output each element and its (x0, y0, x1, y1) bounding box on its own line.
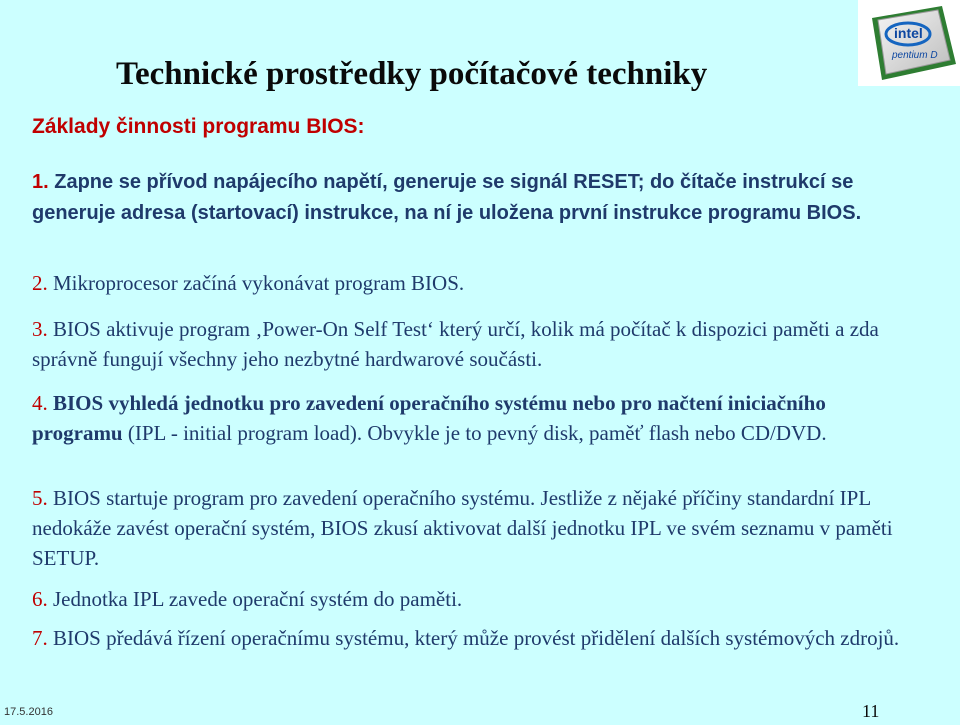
list-item-7 (32, 623, 912, 653)
item-text: Zapne se přívod napájecího napětí, generuje se signál RESET; do čítače instrukcí se generuje adresa (startovací) instrukce, na ní je uložena první instrukce programu BIOS. (32, 171, 862, 224)
item-number: 2. (32, 271, 48, 295)
item-text: BIOS startuje program pro zavedení operačního systému. Jestliže z nějaké příčiny standardní IPL nedokáže zavést operační systém, BIOS zkusí aktivovat další jednotku IPL ve svém seznamu v paměti SETUP. (32, 486, 893, 570)
slide-title: Technické prostředky počítačové techniky (116, 56, 708, 92)
list-item-5 (32, 483, 912, 573)
item-number: 4. (32, 391, 48, 415)
list-item-2 (32, 268, 912, 298)
slide-subtitle: Základy činnosti programu BIOS: (32, 115, 365, 138)
item-text: BIOS aktivuje program ‚Power-On Self Test‘ který určí, kolik má počítač k dispozici paměti a zda správně fungují všechny jeho nezbytné hardwarové součásti. (32, 317, 879, 371)
list-item-3 (32, 314, 912, 374)
logo-image (858, 0, 960, 86)
item-number: 6. (32, 587, 48, 611)
item-text: Jednotka IPL zavede operační systém do paměti. (47, 587, 463, 611)
item-text: (IPL - initial program load). Obvykle je to pevný disk, paměť flash nebo CD/DVD. (122, 421, 827, 445)
item-text: Mikroprocesor začíná vykonávat program BIOS. (47, 271, 465, 295)
item-text: BIOS předává řízení operačnímu systému, který může provést přidělení dalších systémových zdrojů. (47, 626, 900, 650)
list-item-6 (32, 584, 912, 614)
item-number: 5. (32, 486, 48, 510)
item-number: 3. (32, 317, 48, 341)
footer-date: 17.5.2016 (4, 706, 53, 718)
item-number: 7. (32, 626, 48, 650)
list-item-4 (32, 388, 912, 448)
intel-pentium-d-chip-icon (858, 0, 960, 86)
page-number: 11 (862, 701, 880, 721)
svg-text:pentium D: pentium D (892, 50, 938, 61)
item-number: 1. (32, 171, 49, 193)
svg-text:intel: intel (894, 25, 923, 41)
item-bold-text: BIOS vyhledá jednotku pro zavedení operačního systému nebo pro načtení iniciačního programu (32, 391, 826, 445)
list-item-1 (32, 166, 912, 228)
